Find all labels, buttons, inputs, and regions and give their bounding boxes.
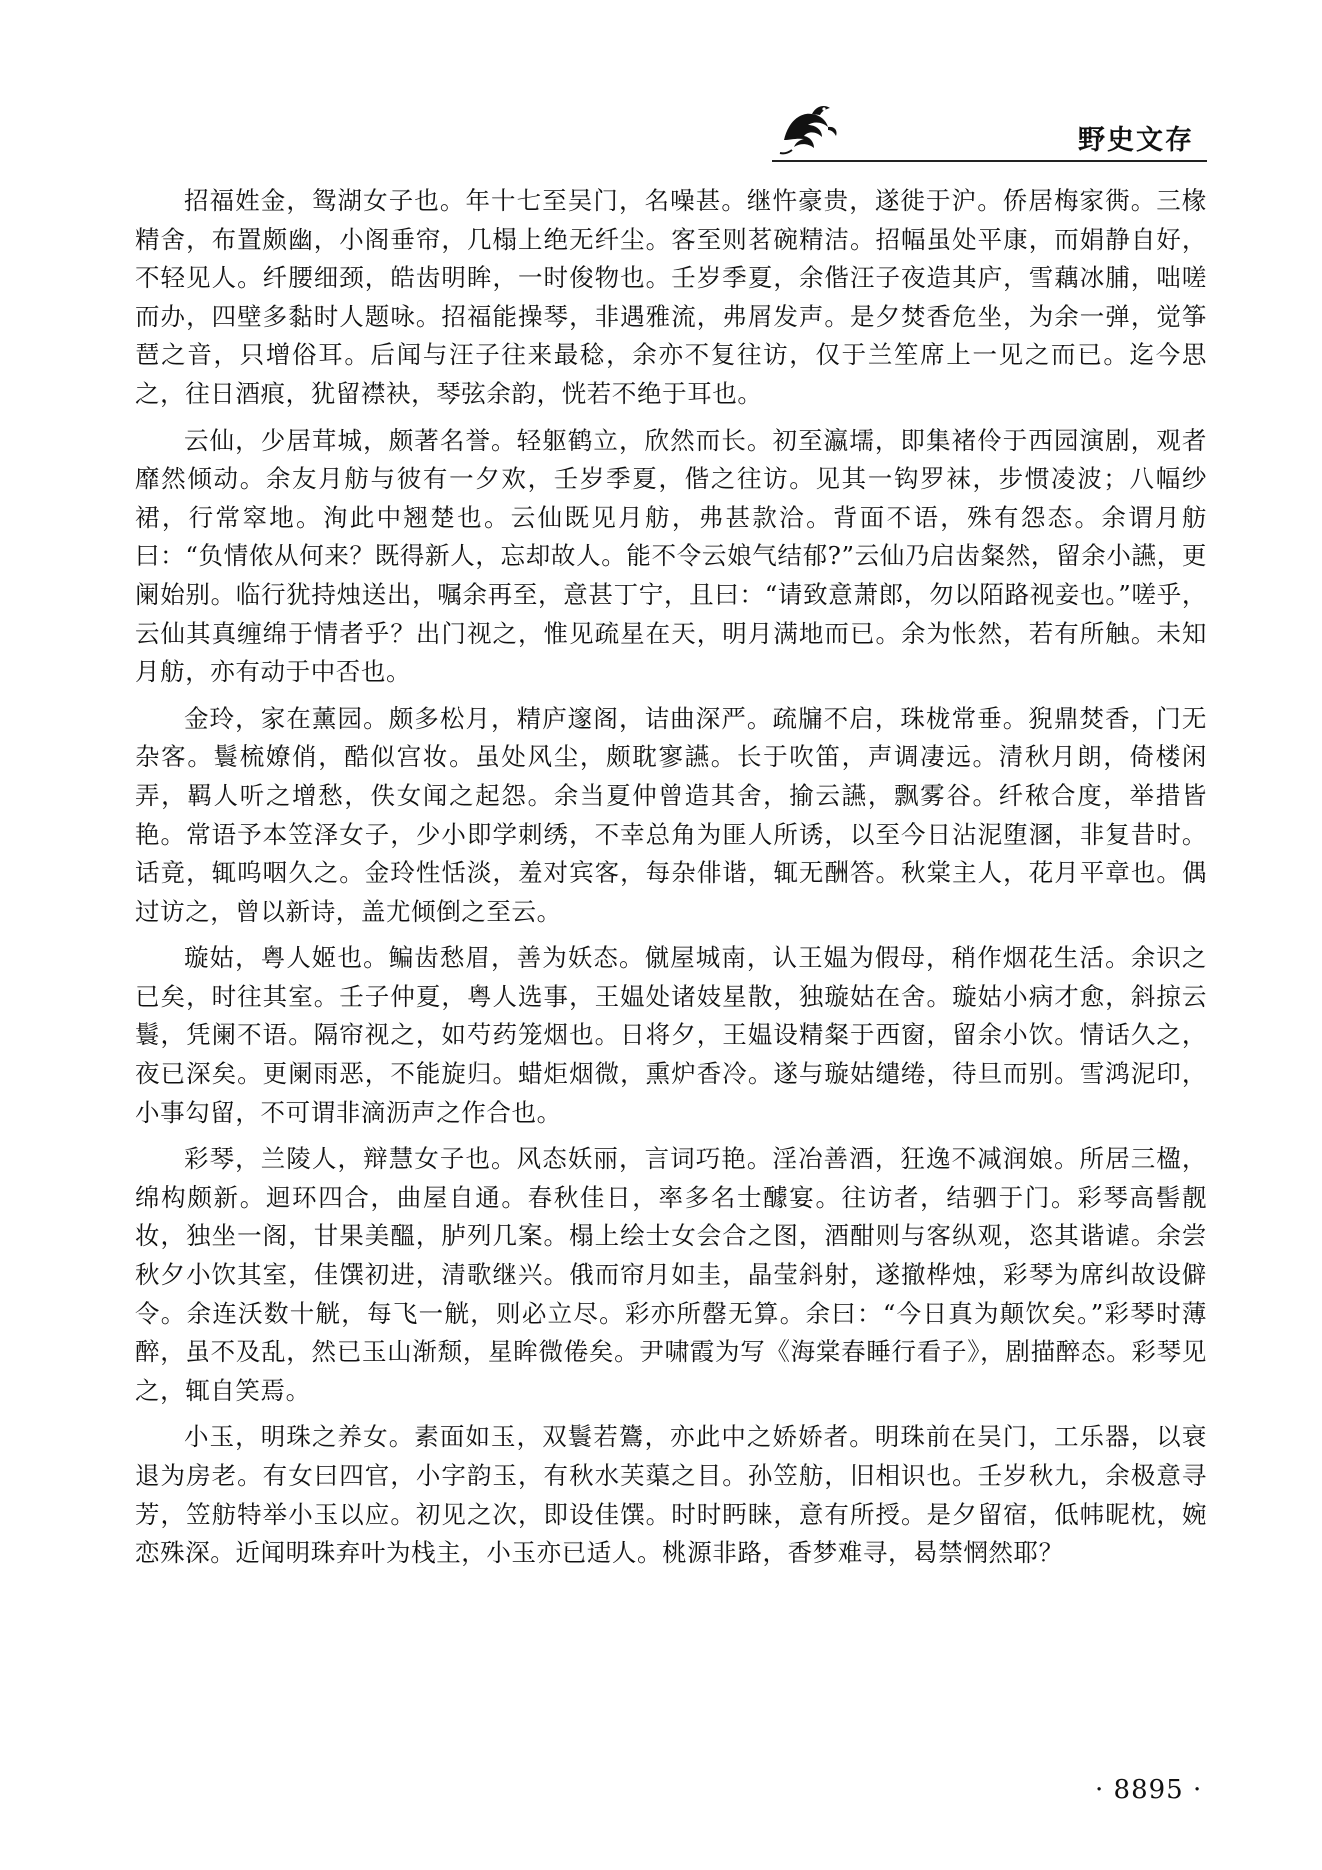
- page-number: · 8895 ·: [1095, 1775, 1203, 1805]
- header-title: 野史文存: [1078, 125, 1194, 156]
- dragon-emblem-icon: [778, 100, 840, 156]
- paragraph-jinling: 金玲，家在薰园。颇多松月，精庐邃阁，诘曲深严。疏牖不启，珠栊常垂。猊鼎焚香，门无杂客。鬟梳嫽俏，酷似宫妆。虽处风尘，颇耽寥讌。长于吹笛，声调凄远。清秋月朗，倚楼闲弄，羁人听之增愁，佚女闻之起怨。余当夏仲曾造其舍，揄云讌，飘雾谷。纤秾合度，举措皆艳。常语予本笠泽女子，少小即学刺绣，不幸总角为匪人所诱，以至今日沾泥堕溷，非复昔时。话竟，辄呜咽久之。金玲性恬淡，羞对宾客，每杂俳谐，辄无酬答。秋棠主人，花月平章也。偶过访之，曾以新诗，盖尤倾倒之至云。: [135, 703, 1207, 926]
- paragraph-xuangu: 璇姑，粤人姬也。鳊齿愁眉，善为妖态。僦屋城南，认王媪为假母，稍作烟花生活。余识之已矣，时往其室。壬子仲夏，粤人选事，王媪处诸妓星散，独璇姑在舍。璇姑小病才愈，斜掠云鬟，凭阑不语。隔帘视之，如芍药笼烟也。日将夕，王媪设精粲于西窗，留余小饮。情话久之，夜已深矣。更阑雨恶，不能旋归。蜡炬烟微，熏炉香冷。遂与璇姑缱绻，待旦而别。雪鸿泥印，小事勾留，不可谓非滴沥声之作合也。: [135, 943, 1207, 1127]
- paragraph-zhaofu: 招福姓金，鸳湖女子也。年十七至吴门，名噪甚。继忤豪贵，遂徙于沪。侨居梅家衖。三椽精舍，布置颇幽，小阁垂帘，几榻上绝无纤尘。客至则茗碗精洁。招幅虽处平康，而娟静自好，不轻见人。纤腰细颈，皓齿明眸，一时俊物也。壬岁季夏，余偕汪子夜造其庐，雪藕冰脯，咄嗟而办，四壁多黏时人题咏。招福能操琴，非遇雅流，弗屑发声。是夕焚香危坐，为余一弹，觉筝琶之音，只增俗耳。后闻与汪子往来最稔，余亦不复往访，仅于兰笙席上一见之而已。迄今思之，往日酒痕，犹留襟袂，琴弦余韵，恍若不绝于耳也。: [135, 186, 1207, 408]
- page-header: [0, 0, 1322, 165]
- header-rule: [772, 160, 1207, 162]
- paragraph-caiqin: 彩琴，兰陵人，辩慧女子也。风态妖丽，言词巧艳。淫冶善酒，狂逸不减润娘。所居三楹，绵构颇新。迴环四合，曲屋自通。春秋佳日，率多名士醵宴。往访者，结驷于门。彩琴高髻靓妆，独坐一阁，甘果美醞，胪列几案。榻上绘士女会合之图，酒酣则与客纵观，恣其谐谑。余尝秋夕小饮其室，佳馔初进，清歌继兴。俄而帘月如圭，晶莹斜射，遂撤桦烛，彩琴为席纠故设僻令。余连沃数十觥，每飞一觥，则必立尽。彩亦所罄无算。余曰：“今日真为颠饮矣。”彩琴时薄醉，虽不及乱，然已玉山渐颓，星眸微倦矣。尹啸霞为写《海棠春睡行看子》，剧描醉态。彩琴见之，辄自笑焉。: [135, 1144, 1207, 1405]
- main-text: [135, 182, 1207, 1581]
- paragraph-yunxian: 云仙，少居茸城，颇著名誉。轻躯鹤立，欣然而长。初至瀛壖，即集褚伶于西园演剧，观者靡然倾动。余友月舫与彼有一夕欢，壬岁季夏，偕之往访。见其一钩罗袜，步惯凌波；八幅纱裙，行常窣地。洵此中翘楚也。云仙既见月舫，弗甚款洽。背面不语，殊有怨态。余谓月舫曰：“负情侬从何来？既得新人，忘却故人。能不令云娘气结郁?”云仙乃启齿粲然，留余小讌，更阑始别。临行犹持烛送出，嘱余再至，意甚丁宁，且曰：“请致意萧郎，勿以陌路视妾也。”嗟乎，云仙其真缠绵于情者乎？出门视之，惟见疏星在天，明月满地而已。余为怅然，若有所触。未知月舫，亦有动于中否也。: [135, 425, 1207, 687]
- paragraph-xiaoyu: 小玉，明珠之养女。素面如玉，双鬟若鷟，亦此中之娇娇者。明珠前在吴门，工乐器，以衰退为房老。有女曰四官，小字韵玉，有秋水芙蕖之目。孙笠舫，旧相识也。壬岁秋九，余极意寻芳，笠舫特举小玉以应。初见之次，即设佳馔。时时眄睐，意有所授。是夕留宿，低帏昵枕，婉恋殊深。近闻明珠弃叶为栈主，小玉亦已适人。桃源非路，香梦难寻，曷禁惘然耶？: [135, 1422, 1207, 1568]
